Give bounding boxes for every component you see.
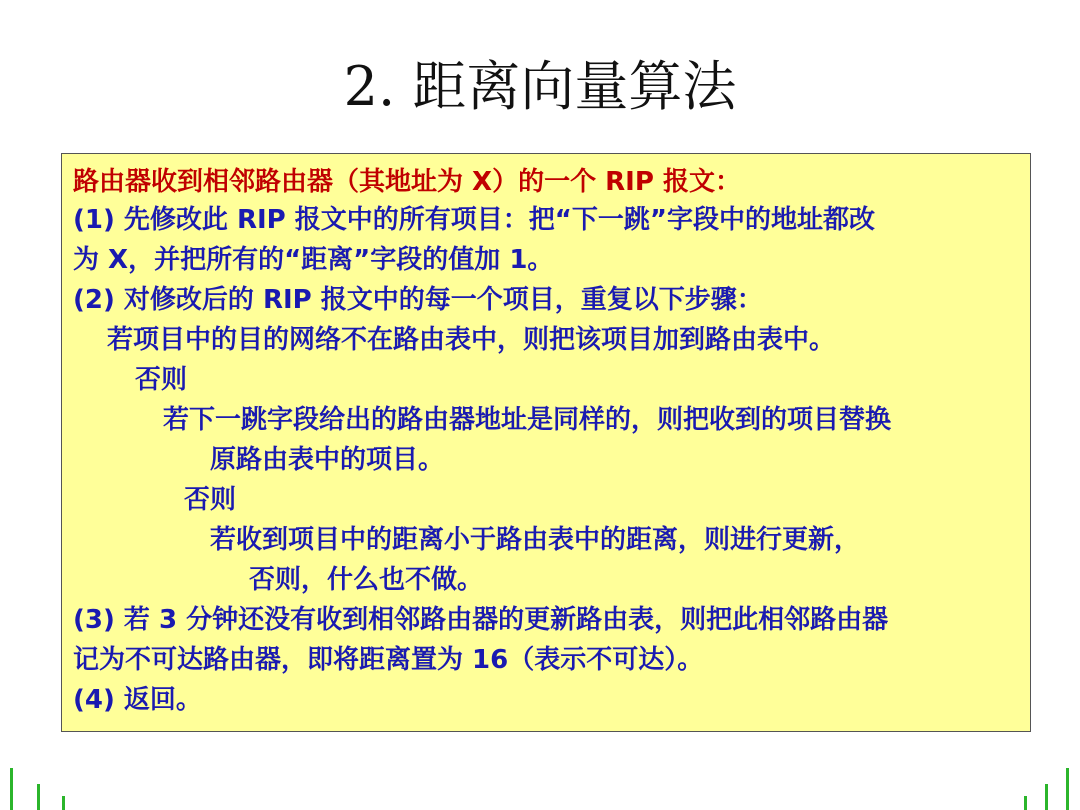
condition-smaller-distance: 若收到项目中的距离小于路由表中的距离，则进行更新， [210,525,861,555]
decoration-bar [1045,784,1048,810]
slide-title: 2. 距离向量算法 [343,55,737,118]
decoration-bar [62,796,65,810]
condition-not-in-table: 若项目中的目的网络不在路由表中，则把该项目加到路由表中。 [107,325,836,355]
step-2-line: (2) 对修改后的 RIP 报文中的每一个项目，重复以下步骤： [73,285,763,315]
step-1-line: (1) 先修改此 RIP 报文中的所有项目：把“下一跳”字段中的地址都改 [73,205,875,235]
step-3-continuation: 记为不可达路由器，即将距离置为 16（表示不可达）。 [73,645,704,675]
decoration-bar [1024,796,1027,810]
otherwise-do-nothing: 否则，什么也不做。 [249,565,484,595]
decoration-bar [1066,768,1069,810]
step-3-line: (3) 若 3 分钟还没有收到相邻路由器的更新路由表，则把此相邻路由器 [73,605,889,635]
step-1-continuation: 为 X，并把所有的“距离”字段的值加 1。 [73,245,554,275]
condition-same-next-hop: 若下一跳字段给出的路由器地址是同样的，则把收到的项目替换 [163,405,892,435]
else-label-2: 否则 [184,485,237,515]
else-label-1: 否则 [135,365,188,395]
decoration-bar [37,784,40,810]
step-4-line: (4) 返回。 [73,685,202,715]
algorithm-box [61,153,1031,732]
condition-same-next-hop-continuation: 原路由表中的项目。 [210,445,445,475]
algorithm-intro-line: 路由器收到相邻路由器（其地址为 X）的一个 RIP 报文： [73,167,741,197]
decoration-bar [10,768,13,810]
